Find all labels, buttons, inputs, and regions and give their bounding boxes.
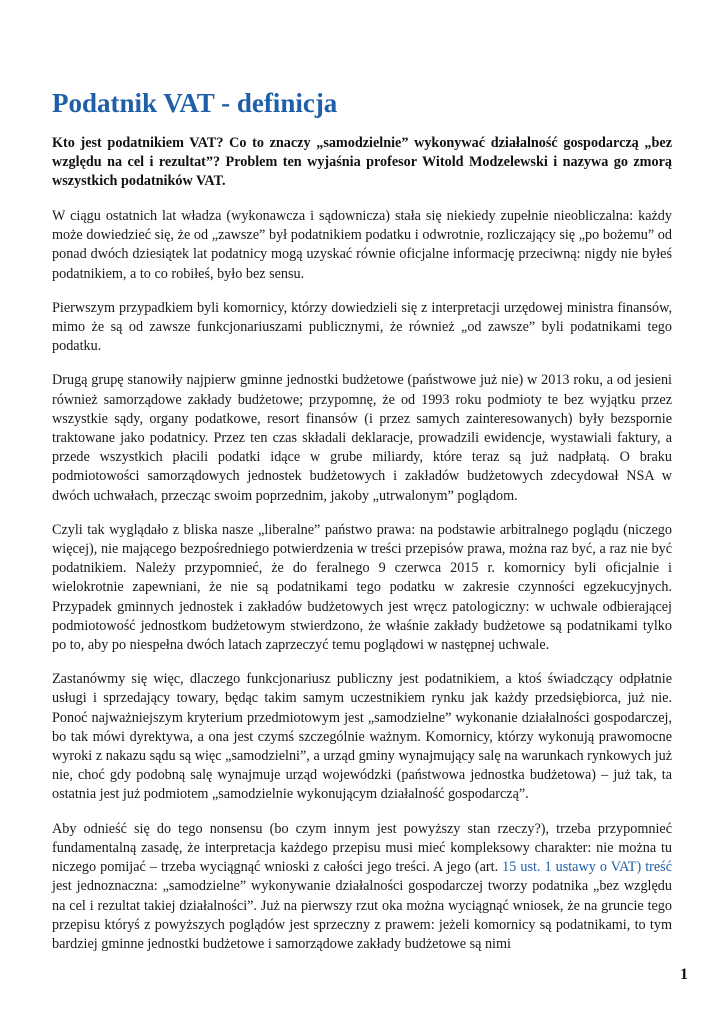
body-paragraph-4: Czyli tak wyglądało z bliska nasze „liberalne” państwo prawa: na podstawie arbitralnego poglądu (niczego więcej), nie mającego bezpośredniego potwierdzenia w treści przepisów prawa, można raz być, a raz nie być podatnikiem. Należy przypomnieć, że do feralnego 9 czerwca 2015 r. komornicy byli oficjalnie i wielokrotnie zapewniani, że nie są podatnikami tego podatku w zakresie czynności egzekucyjnych. Przypadek gminnych jednostek i zakładów budżetowych jest wręcz patologiczny: w uchwale odbierającej podmiotowość jednostkom budżetowym stwierdzono, że właśnie zakłady budżetowe są podatnikami tylko po to, aby po niespełna dwóch latach zaprzeczyć temu poglądowi w następnej uchwale. (52, 521, 672, 654)
document-page (52, 86, 672, 969)
body-paragraph-6 (52, 820, 672, 954)
body-paragraph-1: W ciągu ostatnich lat władza (wykonawcza i sądownicza) stała się niekiedy zupełnie nieobliczalna: każdy może dowiedzieć się, że od „zawsze” był podatnikiem podatku i odwrotnie, rozliczający się „po bożemu” od ponad dwóch dziesiątek lat podatnicy mogą uzyskać równie oficjalne informację przeciwną: nigdy nie byłeś podatnikiem, a to co robiłeś, było bez sensu. (52, 208, 672, 282)
body-paragraph-3: Drugą grupę stanowiły najpierw gminne jednostki budżetowe (państwowe już nie) w 2013 roku, a od jesieni również samorządowe zakłady budżetowe; przypomnę, że od 1993 roku podmioty te bez wyjątku przez wszystkie sądy, organy podatkowe, resort finansów (i przez samych zainteresowanych) były bezspornie traktowane jako podatnicy. Przez ten czas składali deklaracje, prowadzili ewidencje, wystawiali faktury, a przede wszystkich płacili podatki idące w grube miliardy, które teraz są już nadpłatą. O braku podmiotowości samorządowych jednostek budżetowych i zakładów budżetowych zdecydował NSA w dwóch uchwałach, przecząc swoim poprzednim, jakoby „utrwalonym” poglądom. (52, 372, 672, 504)
page-number: 1 (680, 966, 688, 983)
paragraph-text-before-link: Aby odnieść się do tego nonsensu (bo czym innym jest powyższy stan rzeczy?), trzeba przypomnieć fundamentalną zasadę, że interpretacja każdego przepisu musi mieć kompleksowy charakter: nie można tu niczego pomijać – trzeba wyciągnąć wnioski z całości jego treści. A jego (art. (52, 820, 672, 876)
body-paragraph-5: Zastanówmy się więc, dlaczego funkcjonariusz publiczny jest podatnikiem, a ktoś świadczący odpłatnie usługi i sprzedający towary, będąc takim samym uczestnikiem rynku jak każdy przedsiębiorca, już nie. Ponoć najważniejszym kryterium przedmiotowym jest „samodzielne” wykonanie działalności gospodarczej, bo tak mówi dyrektywa, a ona jest czymś szczególnie ważnym. Komornicy, którzy wykonują prawomocne wyroki z nakazu sądu są więc „samodzielni”, a urząd gminy wynajmujący salę na warunkach rynkowych już nie, choć gdy podobną salę wynajmuje urząd wojewódzki (państwowa jednostka budżetowa) – już tak, ta ostatnia jest już podmiotem „samodzielnie wykonującym działalność gospodarczą”. (52, 671, 672, 803)
lead-paragraph: Kto jest podatnikiem VAT? Co to znaczy „samodzielnie” wykonywać działalność gospodarczą „bez względu na cel i rezultat”? Problem ten wyjaśnia profesor Witold Modzelewski i nazywa go zmorą wszystkich podatników VAT. (52, 135, 672, 189)
document-title: Podatnik VAT - definicja (52, 88, 338, 118)
body-paragraph-2: Pierwszym przypadkiem byli komornicy, którzy dowiedzieli się z interpretacji urzędowej ministra finansów, mimo że są od zawsze funkcjonariuszami publicznymi, że również „od zawsze” byli podatnikami tego podatku. (52, 299, 672, 355)
vat-act-link[interactable]: 15 ust. 1 ustawy o VAT) treść (502, 859, 672, 876)
paragraph-text-after-link: jest jednoznaczna: „samodzielne” wykonywanie działalności gospodarczej tworzy podatnika „bez względu na cel i rezultat takiej działalności”. Już na pierwszy rzut oka można wyciągnąć wniosek, że na gruncie tego przepisu któryś z powyższych poglądów jest sprzeczny z prawem: jeżeli komornicy są podatnikami, to tym bardziej gminne jednostki budżetowe i samorządowe zakłady budżetowe są nimi (52, 878, 672, 952)
